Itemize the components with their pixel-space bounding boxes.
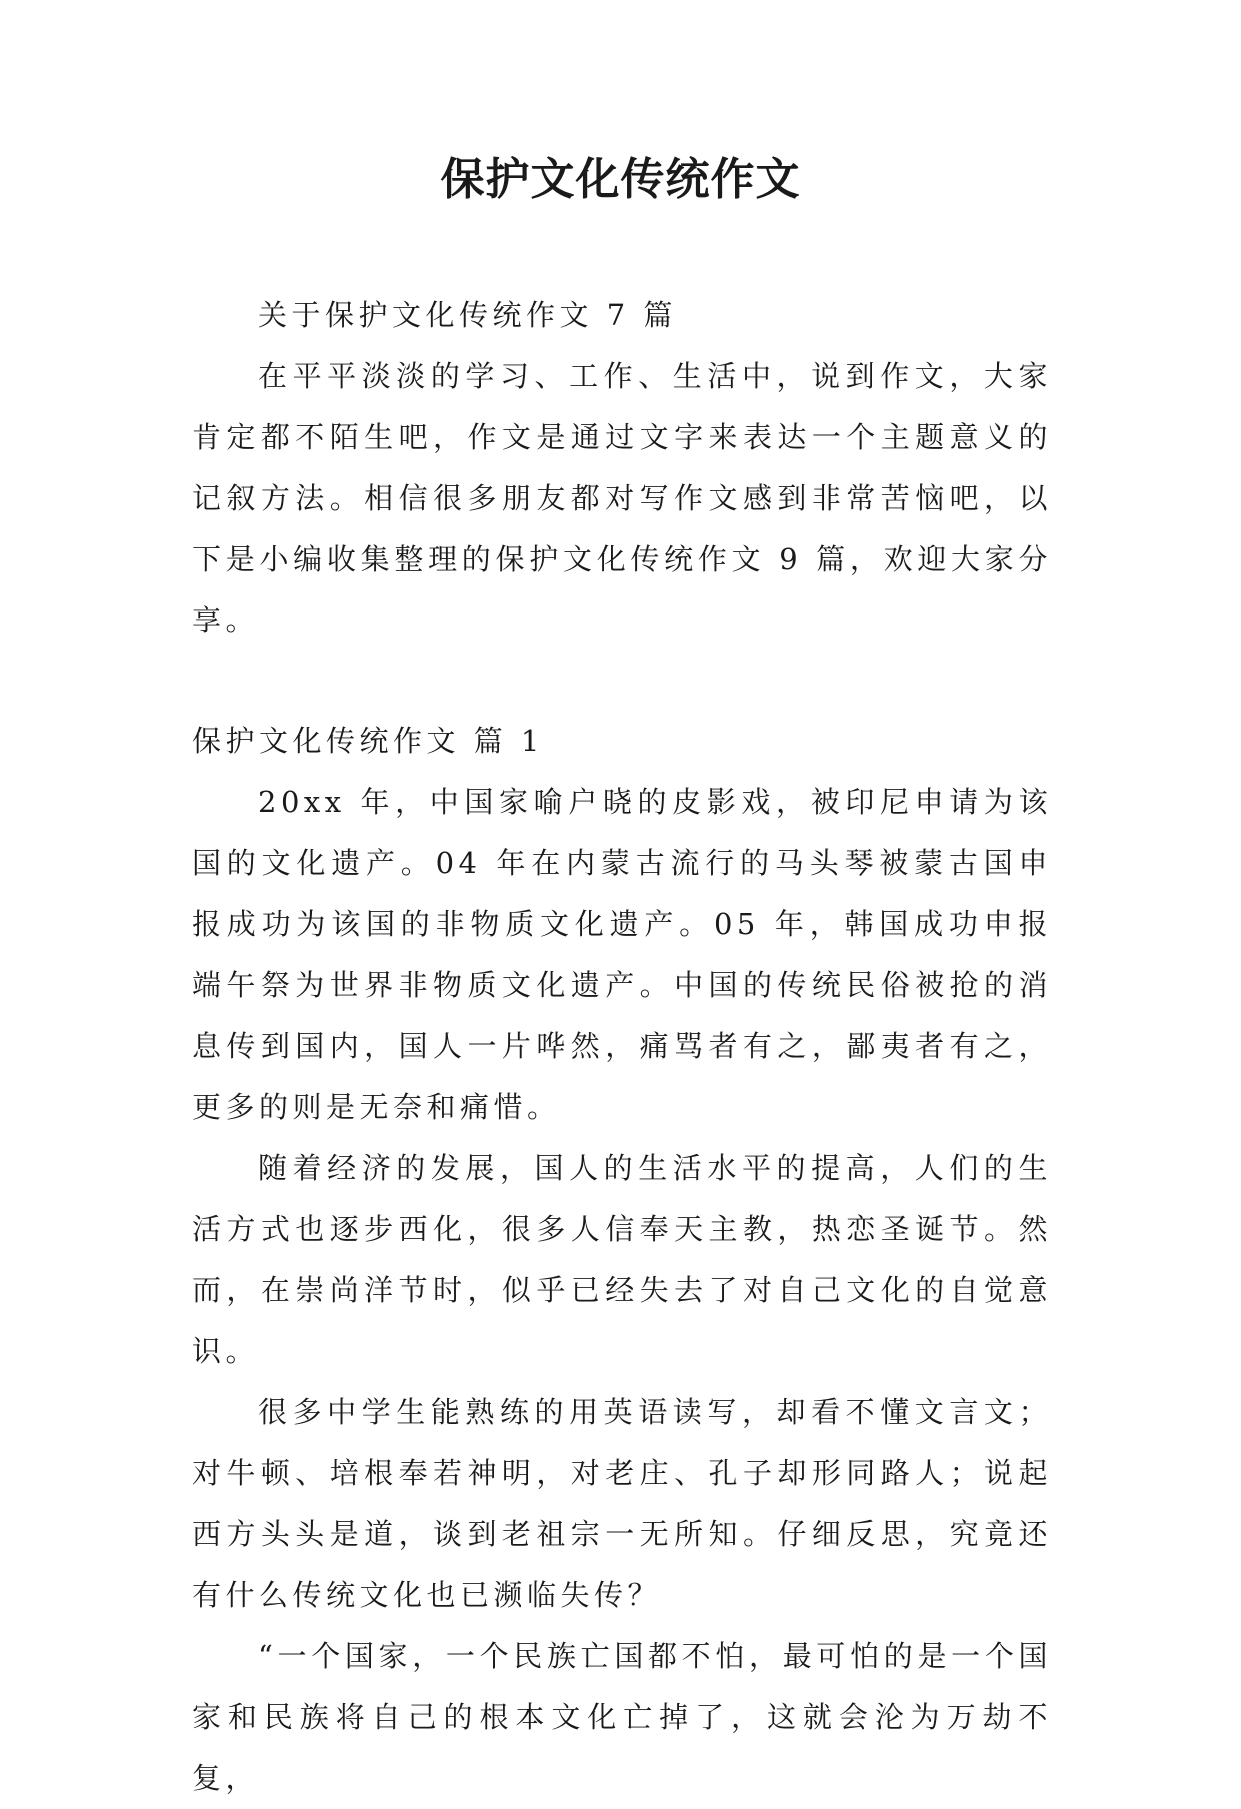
paragraph-2: 随着经济的发展，国人的生活水平的提高，人们的生活方式也逐步西化，很多人信奉天主教，热恋圣诞节。然而，在崇尚洋节时，似乎已经失去了对自己文化的自觉意识。 xyxy=(192,1151,1052,1368)
document-subtitle: 关于保护文化传统作文 7 篇 xyxy=(258,298,677,332)
intro-paragraph: 在平平淡淡的学习、工作、生活中，说到作文，大家肯定都不陌生吧，作文是通过文字来表达一个主题意义的记叙方法。相信很多朋友都对写作文感到非常苦恼吧，以下是小编收集整理的保护文化传统作文 9 篇，欢迎大家分享。 xyxy=(192,359,1052,637)
paragraph-1: 20xx 年，中国家喻户晓的皮影戏，被印尼申请为该国的文化遗产。04 年在内蒙古流行的马头琴被蒙古国申报成功为该国的非物质文化遗产。05 年，韩国成功申报端午祭为世界非物质文化遗产。中国的传统民俗被抢的消息传到国内，国人一片哗然，痛骂者有之，鄙夷者有之，更多的则是无奈和痛惜。 xyxy=(192,785,1052,1124)
section-spacer xyxy=(192,651,1052,711)
paragraph-3: 很多中学生能熟练的用英语读写，却看不懂文言文；对牛顿、培根奉若神明，对老庄、孔子却形同路人；说起西方头头是道，谈到老祖宗一无所知。仔细反思，究竟还有什么传统文化也已濒临失传？ xyxy=(192,1395,1052,1612)
section-heading-1: 保护文化传统作文 篇 1 xyxy=(192,724,544,758)
document-body xyxy=(192,285,1052,1809)
paragraph-4: “一个国家，一个民族亡国都不怕，最可怕的是一个国家和民族将自己的根本文化亡掉了，这就会沦为万劫不复， xyxy=(192,1639,1052,1795)
document-title: 保护文化传统作文 xyxy=(440,154,801,205)
